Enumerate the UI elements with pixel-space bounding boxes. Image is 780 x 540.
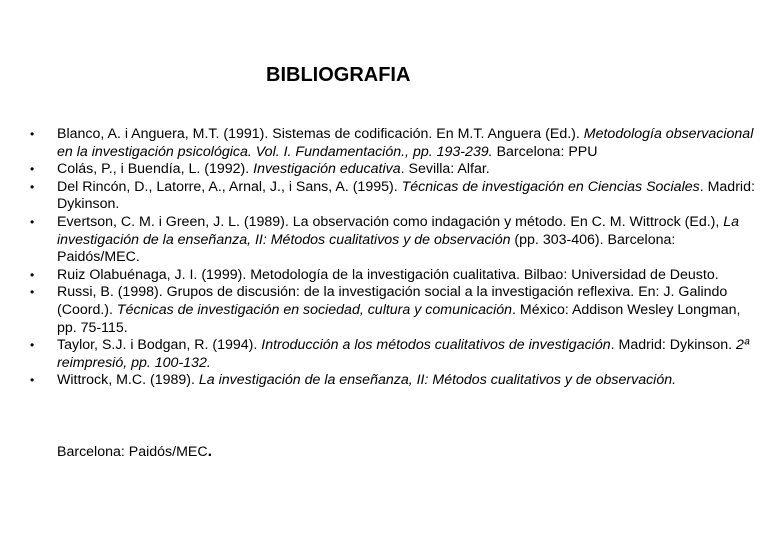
bibliography-entry — [30, 126, 760, 161]
bibliography-entry — [30, 179, 760, 214]
entry-text: (pp. 303-406). Barcelona: Paidós/MEC. — [57, 231, 676, 266]
bibliography-entry — [30, 284, 760, 337]
bullet-icon: • — [30, 373, 35, 388]
bullet-icon: • — [30, 127, 35, 141]
bullet-icon: • — [30, 162, 35, 177]
entry-text: Russi, B. (1998). Grupos de discusión: de la investigación social a la investigación reflexiva. En: J. Galindo (Coord.). — [57, 284, 728, 318]
continuation-period: . — [207, 443, 213, 460]
entry-text: Del Rincón, D., Latorre, A., Arnal, J., i Sans, A. (1995). — [57, 178, 402, 195]
bibliography-entry — [30, 267, 760, 285]
bullet-icon: • — [30, 285, 35, 300]
bullet-icon: • — [30, 267, 35, 282]
entry-title: Metodología observacional en la investigación psicológica. Vol. I. Fundamentación., pp. 193-239. — [57, 126, 754, 160]
entry-title: Introducción a los métodos cualitativos de investigación — [261, 337, 611, 354]
bibliography-entry — [30, 337, 760, 372]
entry-text: . Madrid: Dykinson. — [57, 178, 755, 213]
entry-title: La investigación de la enseñanza, II: Métodos cualitativos y de observación. — [198, 372, 677, 389]
bibliography-entry — [30, 372, 760, 390]
continuation-text: Barcelona: Paidós/MEC — [57, 444, 208, 460]
bullet-icon: • — [30, 338, 35, 353]
entry-text: Barcelona: PPU — [492, 143, 598, 160]
bibliography-list — [30, 126, 760, 390]
entry-edition: 2ª reimpresió, pp. 100-132. — [57, 337, 750, 371]
entry-title: La investigación de la enseñanza, II: Métodos cualitativos y de observación — [57, 213, 740, 248]
entry-title: Técnicas de investigación en Ciencias Sociales — [401, 178, 700, 195]
entry-continuation — [57, 443, 212, 461]
entry-title: Técnicas de investigación en sociedad, cultura y comunicación — [116, 301, 513, 318]
entry-text: Ruiz Olabuénaga, J. I. (1999). Metodología de la investigación cualitativa. Bilbao: Universidad de Deusto. — [57, 266, 719, 283]
entry-text: Colás, P., i Buendía, L. (1992). — [57, 161, 254, 178]
entry-text: Taylor, S.J. i Bodgan, R. (1994). — [57, 337, 262, 354]
entry-text: Wittrock, M.C. (1989). — [57, 372, 199, 389]
entry-text: . Madrid: Dykinson. — [610, 337, 736, 354]
entry-text: Blanco, A. i Anguera, M.T. (1991). Sistemas de codificación. En M.T. Anguera (Ed.). — [57, 126, 584, 142]
bullet-icon: • — [30, 179, 35, 194]
bibliography-entry — [30, 214, 760, 267]
bibliography-entry — [30, 161, 760, 179]
entry-text: Evertson, C. M. i Green, J. L. (1989). La observación como indagación y método. En C. M. Wittrock (Ed.), — [57, 213, 724, 230]
entry-text: . Sevilla: Alfar. — [400, 161, 490, 178]
entry-title: Investigación educativa — [253, 161, 401, 178]
bullet-icon: • — [30, 214, 35, 229]
entry-text: . México: Addison Wesley Longman, pp. 75-115. — [57, 301, 741, 336]
page-title: BIBLIOGRAFIA — [266, 64, 411, 86]
